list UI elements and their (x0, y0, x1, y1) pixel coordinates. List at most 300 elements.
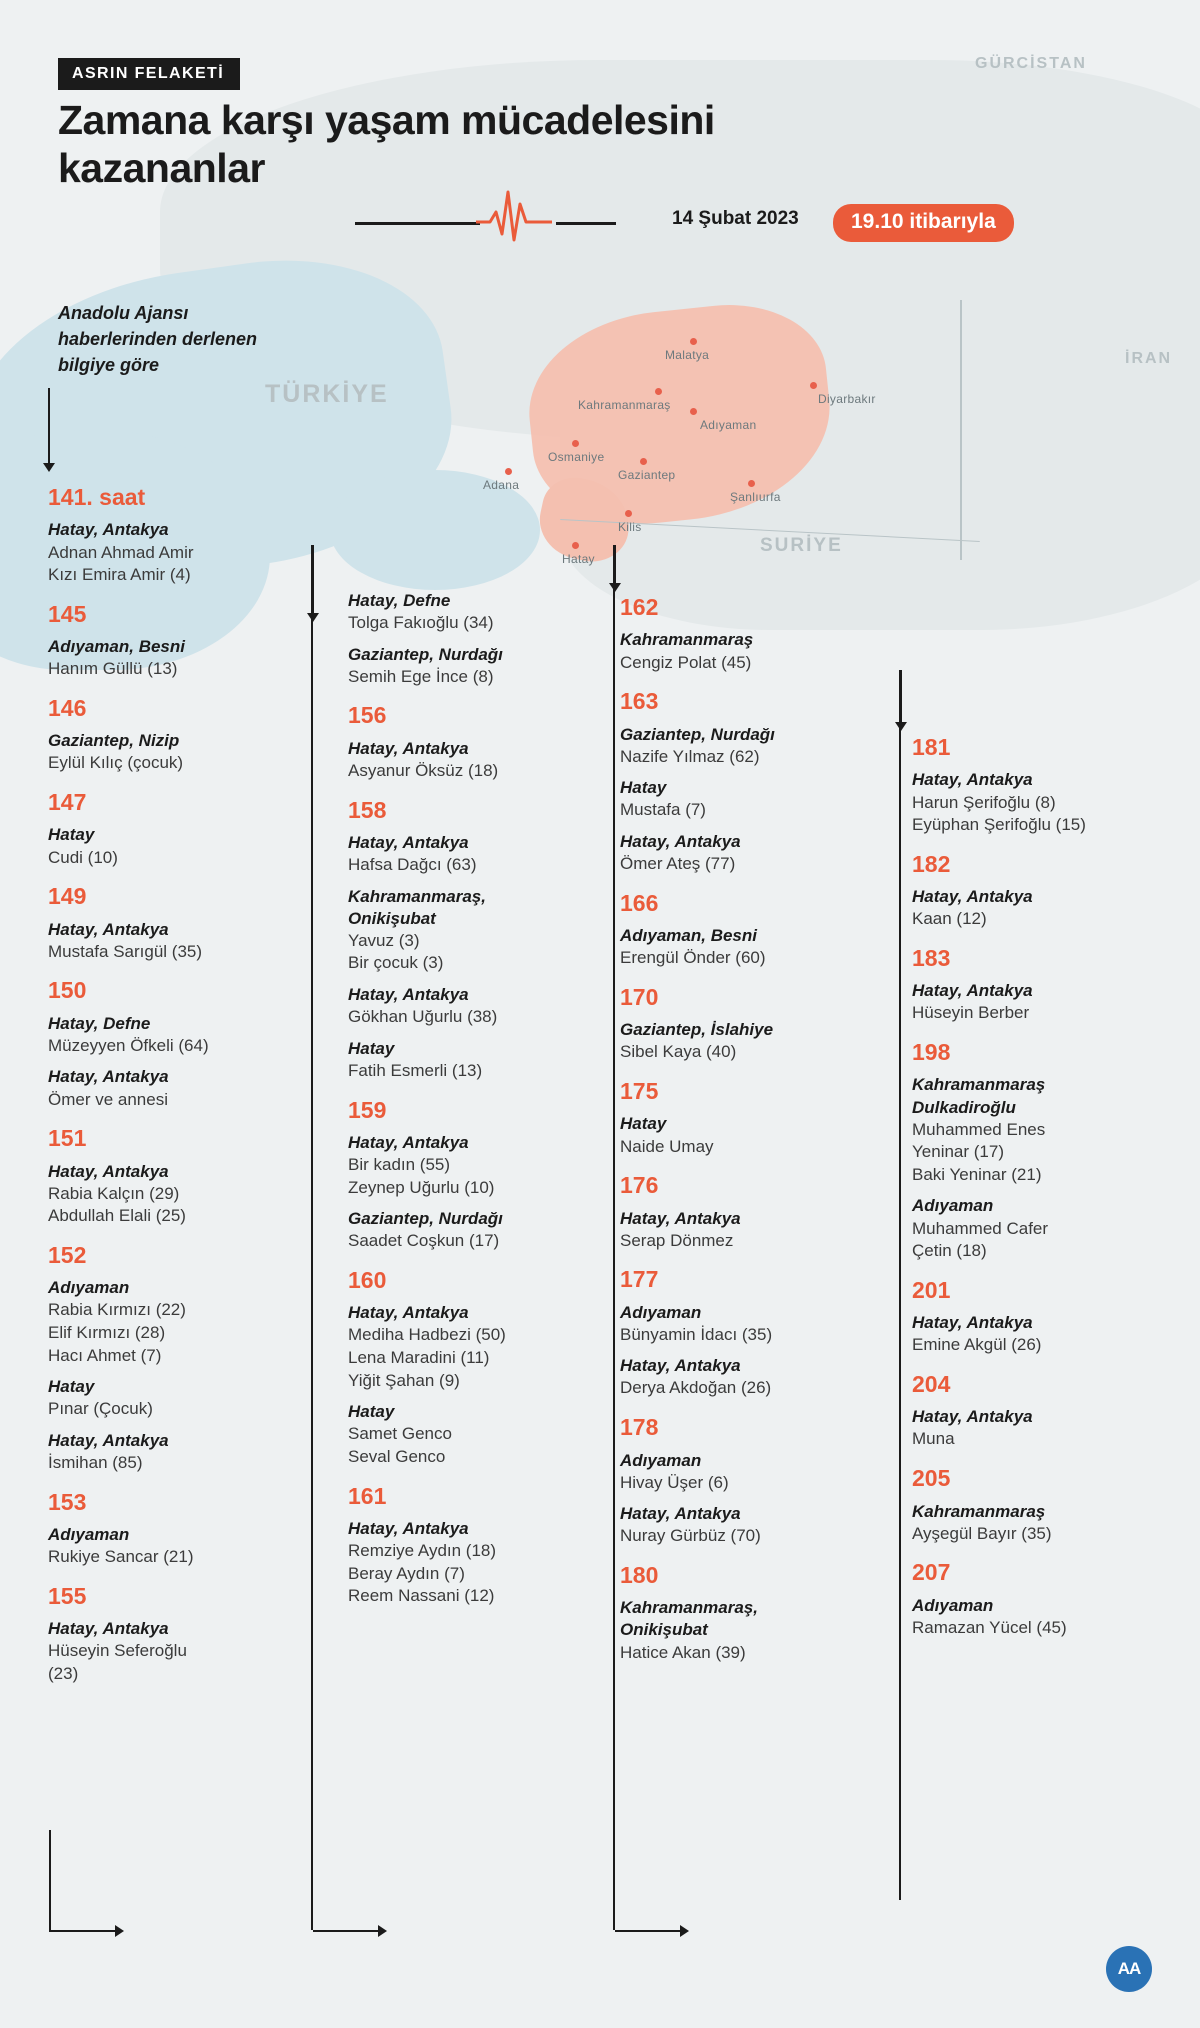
timeline-entry (912, 1371, 1167, 1451)
survivor-names (48, 1035, 298, 1058)
location-label (48, 519, 298, 541)
timeline-entry (620, 594, 880, 674)
timeline-entry (912, 734, 1167, 837)
location-line: Hatay (348, 1038, 395, 1058)
location-label (348, 1208, 598, 1230)
location-line: Kahramanmaraş (912, 1501, 1046, 1521)
border-iran (960, 300, 962, 560)
survivor-names (620, 799, 880, 822)
survivor-name: Fatih Esmerli (13) (348, 1060, 483, 1080)
survivor-name: Samet Genco (348, 1424, 452, 1444)
time-badge: 19.10 itibarıyla (833, 204, 1014, 242)
location-line: Hatay (620, 778, 667, 798)
survivor-names (912, 1523, 1167, 1546)
hour-marker: 207 (912, 1559, 951, 1586)
survivor-names (912, 908, 1167, 931)
timeline-entry (620, 1078, 880, 1158)
hour-marker: 163 (620, 688, 659, 715)
hour-marker: 149 (48, 883, 87, 910)
timeline-entry (348, 1097, 598, 1253)
survivor-name: Eyüphan Şerifoğlu (15) (912, 815, 1086, 835)
map-label-10: Adana (483, 478, 520, 492)
survivor-names (348, 1324, 598, 1392)
map-label-6: Diyarbakır (818, 392, 876, 406)
location-line: Adıyaman (620, 1450, 702, 1470)
hour-marker: 162 (620, 594, 659, 620)
survivor-name: Ramazan Yücel (45) (912, 1617, 1067, 1637)
survivor-name: Erengül Önder (60) (620, 948, 766, 968)
survivor-names (620, 853, 880, 876)
location-label (912, 886, 1167, 908)
survivor-names (48, 1299, 298, 1367)
survivor-names (348, 666, 598, 689)
hour-marker: 146 (48, 694, 87, 721)
location-label (48, 919, 298, 941)
survivor-names (348, 1060, 598, 1083)
location-label (912, 769, 1167, 791)
survivor-names (348, 612, 598, 635)
survivor-name: Yeninar (17) (912, 1142, 1004, 1162)
survivor-name: Muhammed Enes (912, 1119, 1046, 1139)
location-line: Kahramanmaraş (620, 630, 754, 650)
location-line: Hatay, Antakya (348, 832, 469, 852)
survivor-name: Hüseyin Berber (912, 1003, 1030, 1023)
survivor-name: Mediha Hadbezi (50) (348, 1325, 506, 1345)
survivor-names (912, 1334, 1167, 1357)
survivor-names (348, 1230, 598, 1253)
survivor-name: İsmihan (85) (48, 1453, 143, 1473)
map-label-1: TÜRKİYE (265, 380, 389, 408)
location-line: Gaziantep, İslahiye (620, 1020, 774, 1040)
survivor-name: Adnan Ahmad Amir (48, 542, 194, 562)
survivor-name: Mustafa (7) (620, 800, 706, 820)
timeline-entry (348, 1267, 598, 1469)
map-city-dot-7 (748, 480, 755, 487)
hour-marker: 181 (912, 734, 951, 760)
page-title: Zamana karşı yaşam mücadelesini kazananlar (58, 97, 715, 192)
map-city-dot-6 (505, 468, 512, 475)
survivor-name: Ayşegül Bayır (35) (912, 1523, 1052, 1543)
hour-marker: 161 (348, 1482, 387, 1509)
location-line: Hatay, Antakya (48, 520, 169, 540)
map-label-2: İRAN (1125, 350, 1173, 367)
hour-marker: 205 (912, 1465, 951, 1492)
column-3-end-arrow (615, 1930, 680, 1932)
survivor-name: Hafsa Dağcı (63) (348, 855, 477, 875)
map-label-5: Kahramanmaraş (578, 398, 671, 412)
survivor-name: Saadet Coşkun (17) (348, 1231, 500, 1251)
timeline-entry (620, 984, 880, 1064)
location-line: Adıyaman (48, 1525, 130, 1545)
hour-marker: 159 (348, 1096, 387, 1123)
location-label (620, 1450, 880, 1472)
survivor-name: Yavuz (3) (348, 930, 420, 950)
heartbeat-icon (476, 190, 552, 242)
hour-marker: 147 (48, 789, 87, 816)
timeline-entry (912, 1465, 1167, 1545)
map-city-dot-2 (810, 382, 817, 389)
location-label (912, 1406, 1167, 1428)
survivor-name: Reem Nassani (12) (348, 1586, 495, 1606)
timeline-entry (912, 945, 1167, 1025)
location-line: Hatay, Antakya (48, 1430, 169, 1450)
survivor-names (348, 1540, 598, 1608)
survivor-names (912, 792, 1167, 837)
survivor-names (348, 760, 598, 783)
hour-marker: 183 (912, 944, 951, 971)
timeline-entry (48, 1583, 298, 1686)
location-label (620, 1113, 880, 1135)
location-label (48, 1066, 298, 1088)
location-label (912, 1595, 1167, 1617)
location-label (48, 1618, 298, 1640)
survivor-name: Yiğit Şahan (9) (348, 1370, 460, 1390)
timeline-column-3 (620, 580, 880, 1664)
location-label (912, 1074, 1167, 1118)
location-label (348, 1132, 598, 1154)
survivor-name: Serap Dönmez (620, 1230, 734, 1250)
location-label (912, 1312, 1167, 1334)
location-label (48, 1277, 298, 1299)
hour-marker: 180 (620, 1561, 659, 1588)
survivor-names (620, 652, 880, 675)
location-label (348, 1302, 598, 1324)
survivor-names (620, 947, 880, 970)
location-label (48, 1161, 298, 1183)
location-line: Onikişubat (348, 908, 436, 928)
location-label (348, 1038, 598, 1060)
survivor-name: Mustafa Sarıgül (35) (48, 941, 203, 961)
location-line: Gaziantep, Nurdağı (348, 1209, 503, 1229)
location-label (620, 724, 880, 746)
survivor-names (48, 847, 298, 870)
survivor-name: Baki Yeninar (21) (912, 1164, 1042, 1184)
survivor-name: Hüseyin Seferoğlu (48, 1641, 187, 1661)
survivor-name: Rukiye Sancar (21) (48, 1547, 194, 1567)
location-line: Adıyaman (912, 1595, 994, 1615)
survivor-name: Beray Aydın (7) (348, 1563, 465, 1583)
column-2-end-arrow (313, 1930, 378, 1932)
survivor-name: Muna (912, 1429, 955, 1449)
survivor-name: Semih Ege İnce (8) (348, 666, 494, 686)
map-label-3: SURİYE (760, 535, 843, 556)
survivor-name: Derya Akdoğan (26) (620, 1378, 772, 1398)
survivor-names (620, 1230, 880, 1253)
map-city-dot-8 (625, 510, 632, 517)
location-line: Hatay, Antakya (620, 1356, 741, 1376)
timeline-entry (912, 1277, 1167, 1357)
survivor-name: Emine Akgül (26) (912, 1335, 1042, 1355)
location-label (620, 1503, 880, 1525)
location-line: Hatay, Antakya (48, 919, 169, 939)
survivor-names (912, 1218, 1167, 1263)
map-label-7: Adıyaman (700, 418, 757, 432)
timeline-column-4 (912, 720, 1167, 1639)
survivor-name: Bir çocuk (3) (348, 953, 444, 973)
source-note-line: Anadolu Ajansı (58, 303, 189, 323)
location-label (620, 1208, 880, 1230)
hour-marker: 201 (912, 1276, 951, 1303)
location-line: Kahramanmaraş, (348, 886, 486, 906)
map-label-11: Şanlıurfa (730, 490, 781, 504)
location-label (620, 777, 880, 799)
map-city-dot-3 (690, 408, 697, 415)
survivor-names (620, 1041, 880, 1064)
flow-arrow-start (48, 388, 50, 463)
survivor-name: Nuray Gürbüz (70) (620, 1526, 761, 1546)
survivor-name: Naide Umay (620, 1136, 714, 1156)
location-label (48, 730, 298, 752)
timeline-entry (48, 1242, 298, 1475)
survivor-name: Asyanur Öksüz (18) (348, 760, 499, 780)
location-label (912, 1501, 1167, 1523)
survivor-name: Hatice Akan (39) (620, 1642, 746, 1662)
timeline-entry (348, 590, 598, 688)
survivor-name: Pınar (Çocuk) (48, 1399, 153, 1419)
location-line: Hatay, Antakya (912, 770, 1033, 790)
survivor-name: Gökhan Uğurlu (38) (348, 1007, 498, 1027)
agency-logo: AA (1106, 1946, 1152, 1992)
survivor-names (48, 1398, 298, 1421)
timeline-entry (48, 1125, 298, 1228)
location-line: Hatay, Antakya (48, 1161, 169, 1181)
location-label (620, 831, 880, 853)
source-note-line: haberlerinden derlenen (58, 329, 258, 350)
title-rule-left (355, 222, 480, 225)
location-label (348, 832, 598, 854)
location-line: Hatay, Antakya (348, 1303, 469, 1323)
location-label (912, 1195, 1167, 1217)
location-line: Hatay, Antakya (348, 1132, 469, 1152)
timeline-entry (348, 702, 598, 782)
date-label: 14 Şubat 2023 (672, 208, 799, 229)
location-label (48, 824, 298, 846)
survivor-names (48, 542, 298, 587)
timeline-entry (912, 851, 1167, 931)
location-label (48, 1013, 298, 1035)
location-line: Adıyaman, Besni (620, 926, 757, 946)
timeline-column-2 (348, 588, 598, 1608)
location-label (48, 1524, 298, 1546)
survivor-name: Bünyamin İdacı (35) (620, 1324, 773, 1344)
location-line: Hatay (620, 1114, 667, 1134)
survivor-names (48, 1089, 298, 1112)
map-label-13: Hatay (562, 552, 595, 566)
survivor-names (48, 1183, 298, 1228)
survivor-name: Elif Kırmızı (28) (48, 1323, 166, 1343)
survivor-names (48, 1546, 298, 1569)
survivor-name: Harun Şerifoğlu (8) (912, 792, 1056, 812)
survivor-name: (23) (48, 1663, 79, 1683)
survivor-names (620, 1324, 880, 1347)
location-line: Hatay, Defne (348, 591, 451, 610)
location-label (620, 1302, 880, 1324)
hour-marker: 198 (912, 1039, 951, 1066)
timeline-entry (48, 1489, 298, 1569)
location-line: Gaziantep, Nurdağı (348, 644, 503, 664)
tagline-badge: ASRIN FELAKETİ (58, 58, 240, 90)
survivor-name: Remziye Aydın (18) (348, 1541, 497, 1561)
survivor-name: Hivay Üşer (6) (620, 1472, 729, 1492)
location-label (48, 1376, 298, 1398)
location-line: Kahramanmaraş, (620, 1598, 758, 1618)
location-line: Hatay, Antakya (620, 1208, 741, 1228)
location-label (620, 1355, 880, 1377)
location-label (348, 886, 598, 930)
location-line: Adıyaman (912, 1196, 994, 1216)
survivor-names (48, 941, 298, 964)
survivor-names (348, 854, 598, 877)
location-line: Dulkadiroğlu (912, 1097, 1016, 1117)
map-label-0: GÜRCİSTAN (975, 55, 1087, 72)
survivor-name: Seval Genco (348, 1447, 446, 1467)
survivor-name: Nazife Yılmaz (62) (620, 746, 760, 766)
hour-marker: 141. saat (48, 484, 146, 510)
survivor-name: Rabia Kırmızı (22) (48, 1300, 186, 1320)
timeline-entry (48, 601, 298, 681)
timeline-entry (620, 1414, 880, 1548)
location-line: Hatay, Antakya (912, 1313, 1033, 1333)
location-label (348, 1518, 598, 1540)
hour-marker: 155 (48, 1582, 87, 1609)
map-city-dot-4 (572, 440, 579, 447)
survivor-names (912, 1428, 1167, 1451)
survivor-name: Kızı Emira Amir (4) (48, 565, 191, 585)
survivor-names (620, 1377, 880, 1400)
hour-marker: 204 (912, 1370, 951, 1397)
location-label (620, 629, 880, 651)
survivor-name: Ömer Ateş (77) (620, 854, 736, 874)
map-city-dot-1 (655, 388, 662, 395)
timeline-entry (620, 1562, 880, 1664)
location-line: Adıyaman (48, 1278, 130, 1298)
location-line: Hatay (348, 1402, 395, 1422)
map-city-dot-0 (690, 338, 697, 345)
location-line: Hatay, Antakya (912, 1407, 1033, 1427)
hour-marker: 153 (48, 1488, 87, 1515)
survivor-names (48, 1640, 298, 1685)
location-label (620, 1019, 880, 1041)
survivor-names (912, 1002, 1167, 1025)
survivor-name: Rabia Kalçın (29) (48, 1183, 180, 1203)
hour-marker: 178 (620, 1414, 659, 1441)
hour-marker: 150 (48, 977, 87, 1004)
timeline-entry (48, 484, 298, 587)
timeline-entry (620, 890, 880, 970)
location-line: Hatay, Antakya (48, 1619, 169, 1639)
location-line: Hatay, Antakya (620, 1504, 741, 1524)
location-label (348, 984, 598, 1006)
location-line: Gaziantep, Nizip (48, 731, 180, 751)
timeline-entry (348, 1483, 598, 1608)
survivor-names (348, 930, 598, 975)
survivor-name: Muhammed Cafer (912, 1218, 1049, 1238)
location-line: Kahramanmaraş (912, 1075, 1046, 1095)
location-line: Hatay, Antakya (48, 1067, 169, 1087)
hour-marker: 177 (620, 1266, 659, 1293)
survivor-names (348, 1154, 598, 1199)
timeline-entry (48, 695, 298, 775)
column-2-rule (311, 545, 313, 1930)
survivor-names (48, 1452, 298, 1475)
location-line: Hatay, Antakya (348, 985, 469, 1005)
survivor-names (912, 1617, 1167, 1640)
location-line: Hatay, Antakya (912, 887, 1033, 907)
survivor-names (348, 1006, 598, 1029)
source-note (58, 300, 257, 378)
location-line: Hatay, Defne (48, 1013, 151, 1033)
survivor-name: Bir kadın (55) (348, 1155, 451, 1175)
survivor-name: Zeynep Uğurlu (10) (348, 1177, 495, 1197)
survivor-name: Hacı Ahmet (7) (48, 1345, 162, 1365)
hour-marker: 160 (348, 1266, 387, 1293)
timeline-entry (620, 1266, 880, 1400)
hour-marker: 170 (620, 983, 659, 1010)
survivor-names (620, 1525, 880, 1548)
survivor-name: Çetin (18) (912, 1241, 987, 1261)
column-3-rule (613, 545, 615, 1930)
location-line: Hatay, Antakya (348, 738, 469, 758)
location-label (348, 590, 598, 612)
location-line: Hatay (48, 1377, 95, 1397)
timeline-column-1 (48, 470, 298, 1686)
map-label-9: Gaziantep (618, 468, 676, 482)
location-line: Onikişubat (620, 1620, 708, 1640)
survivor-name: Kaan (12) (912, 909, 987, 929)
survivor-names (620, 746, 880, 769)
map-city-dot-9 (572, 542, 579, 549)
map-label-12: Kilis (618, 520, 642, 534)
timeline-entry (348, 797, 598, 1083)
timeline-entry (48, 789, 298, 869)
survivor-name: Cengiz Polat (45) (620, 652, 752, 672)
map-label-8: Osmaniye (548, 450, 605, 464)
survivor-name: Abdullah Elali (25) (48, 1206, 186, 1226)
location-line: Hatay, Antakya (912, 981, 1033, 1001)
survivor-name: Eylül Kılıç (çocuk) (48, 753, 184, 773)
survivor-names (620, 1136, 880, 1159)
survivor-names (348, 1423, 598, 1468)
hour-marker: 175 (620, 1077, 659, 1104)
column-1-rule (49, 1830, 51, 1932)
survivor-name: Ömer ve annesi (48, 1089, 168, 1109)
survivor-name: Lena Maradini (11) (348, 1348, 490, 1368)
survivor-name: Sibel Kaya (40) (620, 1042, 737, 1062)
hour-marker: 151 (48, 1125, 87, 1152)
location-line: Hatay, Antakya (348, 1519, 469, 1539)
location-label (912, 980, 1167, 1002)
timeline-entry (48, 883, 298, 963)
location-line: Adıyaman (620, 1302, 702, 1322)
column-4-rule (899, 670, 901, 1900)
title-rule-right (556, 222, 616, 225)
hour-marker: 176 (620, 1172, 659, 1199)
location-label (620, 925, 880, 947)
timeline-entry (620, 1172, 880, 1252)
hour-marker: 158 (348, 796, 387, 823)
timeline-entry (48, 977, 298, 1111)
survivor-names (48, 658, 298, 681)
location-line: Adıyaman, Besni (48, 637, 185, 657)
hour-marker: 152 (48, 1241, 87, 1268)
hour-marker: 166 (620, 889, 659, 916)
location-line: Hatay (48, 825, 95, 845)
hour-marker: 145 (48, 600, 87, 627)
location-label (48, 1430, 298, 1452)
timeline-entry (912, 1039, 1167, 1263)
location-line: Gaziantep, Nurdağı (620, 724, 775, 744)
survivor-names (620, 1472, 880, 1495)
